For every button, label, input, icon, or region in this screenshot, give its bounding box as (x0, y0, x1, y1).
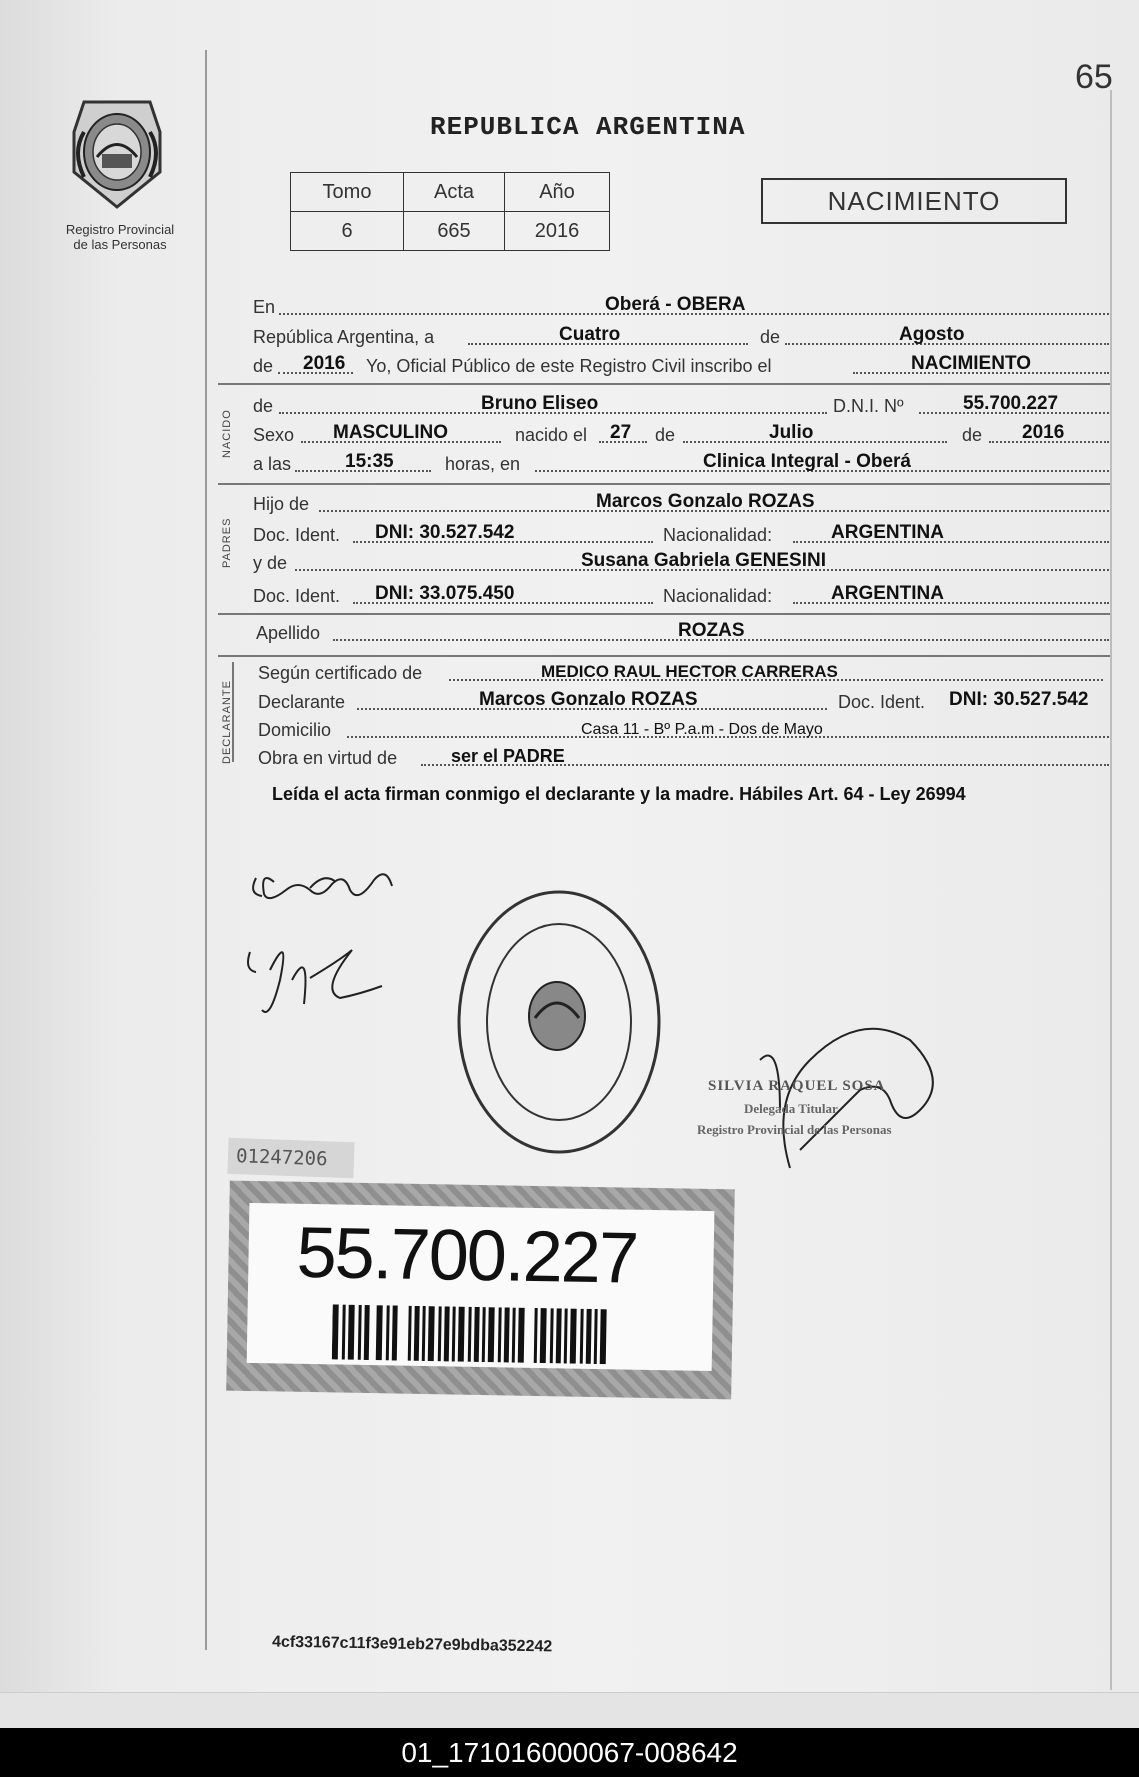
label-hijo-de: Hijo de (253, 494, 310, 514)
barcode-card (247, 1203, 715, 1371)
label-de-year: de (962, 425, 983, 445)
value-birth-day: 27 (610, 422, 632, 443)
label-fecha-2: de (760, 327, 781, 347)
label-nacido-el: nacido el (515, 425, 588, 445)
row-hora (253, 451, 1110, 475)
row-madre-doc (253, 583, 1110, 607)
value-mother-doc: DNI: 33.075.450 (375, 583, 515, 604)
side-label-declarante: DECLARANTE (221, 680, 233, 764)
label-horas-en: horas, en (445, 454, 521, 474)
logo-caption-line2: de las Personas (73, 237, 167, 252)
section-divider (218, 483, 1110, 485)
record-table (290, 172, 610, 251)
row-declarante (253, 689, 1110, 713)
row-sexo (253, 422, 1110, 446)
value-child-dni: 55.700.227 (963, 393, 1059, 414)
official-name: SILVIA RAQUEL SOSA (708, 1078, 886, 1094)
value-birth-month: Julio (769, 422, 814, 443)
row-padre (253, 491, 1110, 515)
value-mother-nat: ARGENTINA (831, 583, 944, 604)
label-a-las: a las (253, 454, 292, 474)
value-sex: MASCULINO (333, 422, 449, 443)
value-time: 15:35 (345, 451, 394, 472)
value-surname: ROZAS (678, 620, 745, 641)
row-en (253, 294, 1110, 318)
logo-caption (40, 222, 200, 252)
label-y-de: y de (253, 553, 288, 573)
section-divider (218, 383, 1110, 385)
next-page-edge (0, 1692, 1139, 1729)
label-dni: D.N.I. Nº (833, 396, 904, 416)
value-certificate: MEDICO RAUL HECTOR CARRERAS (541, 662, 838, 681)
logo-caption-line1: Registro Provincial (65, 222, 175, 237)
label-de-month: de (655, 425, 676, 445)
document-title: REPUBLICA ARGENTINA (430, 112, 746, 142)
row-domicilio (253, 717, 1110, 741)
label-segun-certificado: Según certificado de (258, 663, 423, 683)
row-nombre (253, 393, 1110, 417)
label-anio-2: Yo, Oficial Público de este Registro Civil inscribo el (366, 356, 772, 376)
record-type-box: NACIMIENTO (761, 178, 1067, 224)
row-certificado (253, 660, 1110, 684)
label-nombre-1: de (253, 396, 274, 416)
value-capacity: ser el PADRE (451, 746, 565, 766)
label-nacionalidad: Nacionalidad: (663, 586, 773, 606)
value-father-nat: ARGENTINA (831, 522, 944, 543)
label-doc-ident: Doc. Ident. (253, 586, 341, 606)
label-domicilio: Domicilio (258, 720, 332, 740)
section-divider (218, 613, 1110, 615)
label-doc-ident: Doc. Ident. (838, 692, 926, 712)
header-acta: Acta (404, 173, 505, 212)
header-tomo: Tomo (291, 173, 404, 212)
value-birth-year: 2016 (1022, 422, 1065, 443)
reading-statement: Leída el acta firman conmigo el declarante y la madre. Hábiles Art. 64 - Ley 26994 (272, 784, 966, 804)
section-divider (218, 655, 1110, 657)
value-year: 2016 (303, 353, 346, 374)
barcode-icon (332, 1304, 633, 1364)
value-father-name: Marcos Gonzalo ROZAS (596, 491, 815, 512)
row-obra (253, 745, 1110, 769)
value-month: Agosto (899, 324, 965, 345)
row-anio (253, 353, 1110, 377)
label-en: En (253, 297, 276, 317)
page-number: 65 (1075, 58, 1113, 96)
scan-footer-id: 01_171016000067-008642 (0, 1728, 1139, 1777)
value-declarant-name: Marcos Gonzalo ROZAS (479, 689, 698, 710)
id-barcode-sticker (226, 1181, 735, 1400)
official-seal (455, 888, 663, 1156)
label-anio-1: de (253, 356, 274, 376)
value-day: Cuatro (559, 324, 621, 345)
misiones-coat-of-arms-logo (64, 92, 170, 212)
row-fecha (253, 324, 1110, 348)
left-margin-line (205, 50, 207, 1650)
document-hash: 4cf33167c11f3e91eb27e9bdba352242 (271, 1633, 553, 1656)
value-event: NACIMIENTO (911, 353, 1031, 374)
value-acta: 665 (404, 212, 505, 251)
value-birth-place: Clinica Integral - Oberá (703, 451, 911, 472)
value-anio: 2016 (505, 212, 610, 251)
header-anio: Año (505, 173, 610, 212)
label-declarante: Declarante (258, 692, 346, 712)
label-doc-ident: Doc. Ident. (253, 525, 341, 545)
official-role: Delegada Titular (744, 1101, 838, 1116)
dotted-line (683, 441, 947, 443)
value-tomo: 6 (291, 212, 404, 251)
label-nacionalidad: Nacionalidad: (663, 525, 773, 545)
label-sexo: Sexo (253, 425, 295, 445)
value-declarant-doc: DNI: 30.527.542 (949, 689, 1089, 710)
barcode-number: 55.700.227 (295, 1212, 638, 1299)
side-label-padres: PADRES (221, 517, 233, 568)
side-label-nacido: NACIDO (221, 409, 233, 458)
value-place: Oberá - OBERA (605, 294, 746, 315)
label-fecha-1: República Argentina, a (253, 327, 435, 347)
serial-number: 01247206 (227, 1138, 354, 1178)
label-apellido: Apellido (256, 623, 321, 643)
official-office: Registro Provincial de las Personas (697, 1122, 892, 1137)
value-father-doc: DNI: 30.527.542 (375, 522, 515, 543)
label-obra-en-virtud: Obra en virtud de (258, 748, 398, 768)
row-apellido (253, 620, 1110, 644)
value-mother-name: Susana Gabriela GENESINI (581, 550, 826, 571)
row-madre (253, 550, 1110, 574)
value-child-name: Bruno Eliseo (481, 393, 599, 414)
declarant-signatures (240, 860, 440, 1020)
right-margin-line (1110, 90, 1112, 1690)
row-padre-doc (253, 522, 1110, 546)
value-address: Casa 11 - Bº P.a.m - Dos de Mayo (581, 721, 823, 738)
